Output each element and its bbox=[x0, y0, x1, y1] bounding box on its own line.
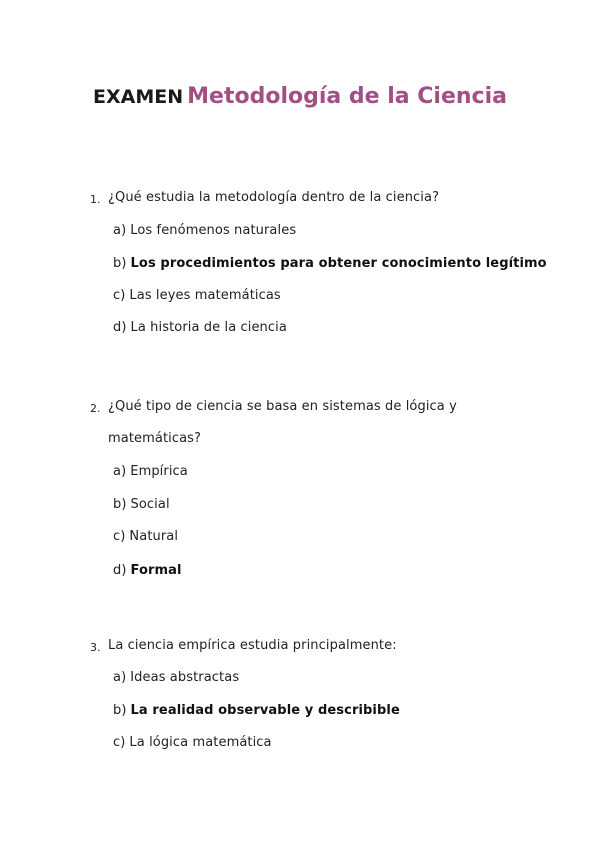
option-text: Las leyes matemáticas bbox=[129, 288, 281, 303]
option-text-correct: Formal bbox=[130, 563, 182, 578]
option-label: d) bbox=[113, 320, 127, 335]
option-d bbox=[113, 563, 182, 578]
option-c bbox=[113, 529, 178, 544]
option-a bbox=[113, 223, 296, 238]
question-number: 3. bbox=[90, 641, 101, 654]
option-b bbox=[113, 497, 170, 512]
option-label: b) bbox=[113, 256, 127, 271]
question-text: ¿Qué estudia la metodología dentro de la ciencia? bbox=[108, 190, 440, 205]
option-text: La lógica matemática bbox=[129, 735, 272, 750]
option-label: c) bbox=[113, 288, 126, 303]
option-label: a) bbox=[113, 223, 127, 238]
option-a bbox=[113, 464, 188, 479]
option-label: c) bbox=[113, 529, 126, 544]
exam-title bbox=[0, 84, 600, 109]
option-text-correct: Los procedimientos para obtener conocimiento legítimo bbox=[130, 256, 547, 271]
exam-title-subject: Metodología de la Ciencia bbox=[187, 84, 507, 109]
option-c bbox=[113, 288, 281, 303]
option-text-correct: La realidad observable y describible bbox=[130, 703, 400, 718]
question-text-line-2: matemáticas? bbox=[108, 431, 202, 446]
option-c bbox=[113, 735, 272, 750]
option-label: b) bbox=[113, 703, 127, 718]
option-text: Social bbox=[130, 497, 170, 512]
option-b bbox=[113, 703, 400, 718]
question-number: 1. bbox=[90, 193, 101, 206]
option-d bbox=[113, 320, 287, 335]
option-label: a) bbox=[113, 670, 127, 685]
option-b bbox=[113, 256, 547, 271]
question-text: La ciencia empírica estudia principalmente: bbox=[108, 638, 397, 653]
option-label: b) bbox=[113, 497, 127, 512]
question-number: 2. bbox=[90, 402, 101, 415]
option-text: Los fenómenos naturales bbox=[130, 223, 297, 238]
option-text: Ideas abstractas bbox=[130, 670, 240, 685]
option-text: Empírica bbox=[130, 464, 188, 479]
option-text: La historia de la ciencia bbox=[130, 320, 287, 335]
option-a bbox=[113, 670, 239, 685]
question-text-line-1: ¿Qué tipo de ciencia se basa en sistemas de lógica y bbox=[108, 399, 457, 414]
option-text: Natural bbox=[129, 529, 179, 544]
option-label: d) bbox=[113, 563, 127, 578]
option-label: c) bbox=[113, 735, 126, 750]
exam-title-prefix: EXAMEN bbox=[93, 86, 184, 108]
option-label: a) bbox=[113, 464, 127, 479]
